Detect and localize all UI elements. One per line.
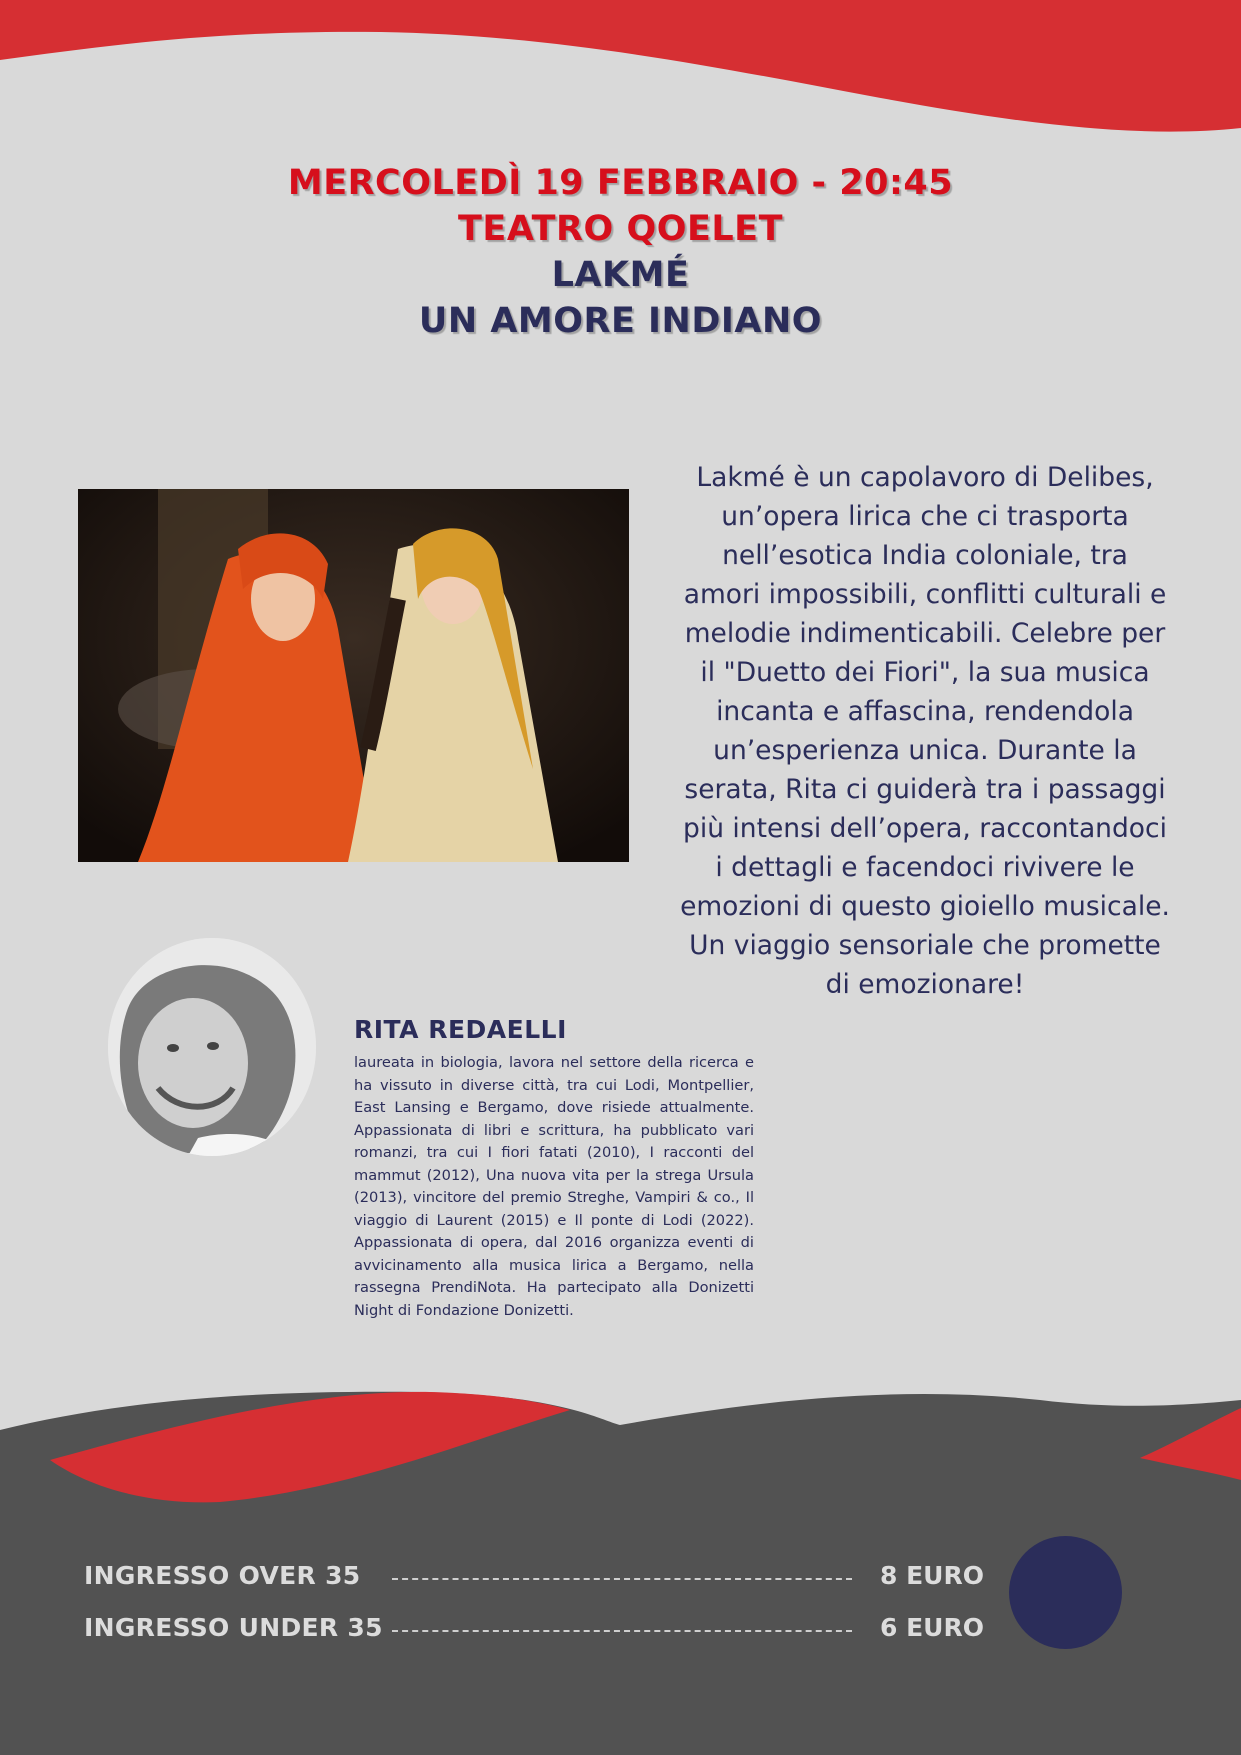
description-line: emozioni di questo gioiello musicale. (680, 891, 1170, 922)
speaker-bio: laureata in biologia, lavora nel settore della ricerca e ha vissuto in diverse città, tra cui Lodi, Montpellier, East Lansing e Bergamo, dove risiede attualmente. Appassionata di libri e scrittura, ha pubblicato vari romanzi, tra cui I fiori fatati (2010), I racconti del mammut (2012), Una nuova vita per la strega Ursula (2013), vincitore del premio Streghe, Vampiri & co., Il viaggio di Laurent (2015) e Il ponte di Lodi (2022). Appassionata di opera, dal 2016 organizza eventi di avvicinamento alla musica lirica a Bergamo, nella rassegna PrendiNota. Ha partecipato alla Donizetti Night di Fondazione Donizetti. (354, 1054, 754, 1319)
description-line: serata, Rita ci guiderà tra i passaggi (684, 774, 1166, 805)
event-title: LAKMÉ (551, 255, 690, 295)
event-header (0, 160, 1241, 344)
description-line: un’esperienza unica. Durante la (713, 735, 1137, 766)
price-under-label: INGRESSO UNDER 35 (84, 1613, 383, 1642)
event-venue: TEATRO QOELET (458, 209, 783, 249)
price-over-dots (392, 1578, 852, 1580)
price-over-label: INGRESSO OVER 35 (84, 1561, 361, 1590)
description-line: melodie indimenticabili. Celebre per (684, 618, 1166, 649)
price-over-value: 8 EURO (880, 1561, 984, 1590)
description-line: più intensi dell’opera, raccontandoci (683, 813, 1167, 844)
description-line: Lakmé è un capolavoro di Delibes, (696, 462, 1154, 493)
event-subtitle: UN AMORE INDIANO (418, 301, 823, 341)
event-description (655, 458, 1195, 1004)
description-line: nell’esotica India coloniale, tra (722, 540, 1128, 571)
event-date: MERCOLEDÌ 19 FEBBRAIO - 20:45 (287, 163, 954, 203)
description-line: Un viaggio sensoriale che promette (689, 930, 1161, 961)
speaker-portrait (108, 938, 316, 1156)
speaker-name: RITA REDAELLI (354, 1015, 567, 1044)
price-under-value: 6 EURO (880, 1613, 984, 1642)
description-line: incanta e affascina, rendendola (716, 696, 1134, 727)
decorative-circle (1009, 1536, 1122, 1649)
opera-photo (78, 489, 629, 862)
description-line: un’opera lirica che ci trasporta (721, 501, 1129, 532)
top-wave (0, 0, 1241, 140)
description-line: di emozionare! (825, 969, 1025, 1000)
price-under-dots (392, 1630, 852, 1632)
description-line: amori impossibili, conflitti culturali e (683, 579, 1167, 610)
description-line: il "Duetto dei Fiori", la sua musica (700, 657, 1150, 688)
description-line: i dettagli e facendoci rivivere le (715, 852, 1135, 883)
